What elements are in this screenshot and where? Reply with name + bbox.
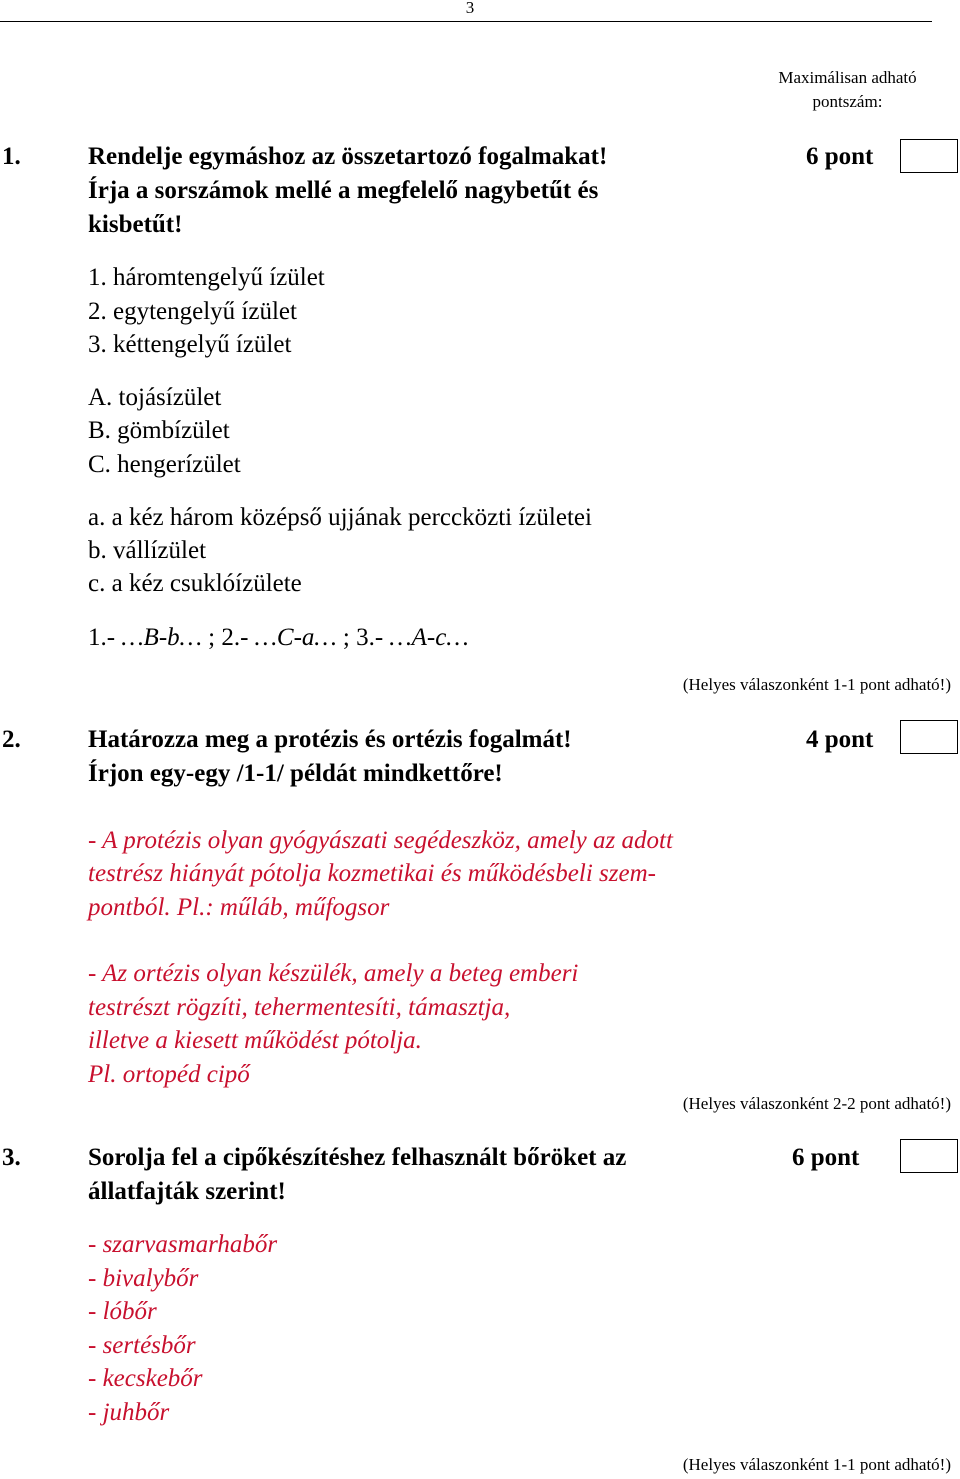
q1-points: 6 pont xyxy=(806,143,874,170)
page-number: 3 xyxy=(465,0,475,17)
q2-line-1: Határozza meg a protézis és ortézis fogalmát! xyxy=(88,726,572,753)
q3-answer-4: - sertésbőr xyxy=(88,1332,196,1359)
q2-answer-line-2: testrész hiányát pótolja kozmetikai és működésbeli szem- xyxy=(88,860,656,887)
q2-answer-line-5: testrészt rögzíti, tehermentesíti, támasztja, xyxy=(88,994,511,1021)
q2-score-box[interactable] xyxy=(900,720,958,754)
max-points-line1: Maximálisan adható xyxy=(778,68,917,87)
q2-answer-line-4: - Az ortézis olyan készülék, amely a beteg emberi xyxy=(88,960,579,987)
q3-line-2: állatfajták szerint! xyxy=(88,1178,286,1205)
q3-scoring-note: (Helyes válaszonként 1-1 pont adható!) xyxy=(682,1455,951,1474)
q2-answer-line-7: Pl. ortopéd cipő xyxy=(88,1061,250,1088)
q2-answer-line-6: illetve a kiesett működést pótolja. xyxy=(88,1027,422,1054)
q2-answer-line-1: - A protézis olyan gyógyászati segédeszköz, amely az adott xyxy=(88,827,673,854)
q3-answer-3: - lóbőr xyxy=(88,1298,157,1325)
q1-answer xyxy=(88,621,469,655)
q1-capital-a: A. tojásízület xyxy=(88,384,222,411)
q1-lower-a: a. a kéz három középső ujjának perccközti ízületei xyxy=(88,504,592,531)
q1-lower-b: b. vállízület xyxy=(88,537,207,564)
q3-answer-2: - bivalybőr xyxy=(88,1265,199,1292)
q1-answer-prefix-2: ; 2.- xyxy=(201,624,255,651)
q3-number: 3. xyxy=(2,1144,21,1171)
q1-numbered-3: 3. kéttengelyű ízület xyxy=(88,331,292,358)
q1-line-3: kisbetűt! xyxy=(88,211,183,238)
header-rule xyxy=(0,21,932,22)
q1-line-2: Írja a sorszámok mellé a megfelelő nagybetűt és xyxy=(88,177,599,204)
q3-answer-6: - juhbőr xyxy=(88,1399,170,1426)
q1-line-1: Rendelje egymáshoz az összetartozó fogalmakat! xyxy=(88,143,608,170)
q3-line-1: Sorolja fel a cipőkészítéshez felhasznált bőröket az xyxy=(88,1144,627,1171)
q1-capital-b: B. gömbízület xyxy=(88,417,230,444)
q1-numbered-1: 1. háromtengelyű ízület xyxy=(88,264,325,291)
max-points-header xyxy=(760,66,935,114)
q1-answer-3: …A-c… xyxy=(389,624,469,651)
q2-line-2: Írjon egy-egy /1-1/ példát mindkettőre! xyxy=(88,760,503,787)
q3-points: 6 pont xyxy=(792,1144,860,1171)
max-points-line2: pontszám: xyxy=(812,92,883,111)
q1-answer-2: …C-a… xyxy=(254,624,337,651)
q2-scoring-note: (Helyes válaszonként 2-2 pont adható!) xyxy=(682,1094,951,1113)
q1-scoring-note: (Helyes válaszonként 1-1 pont adható!) xyxy=(682,675,951,694)
q2-answer-line-3: pontból. Pl.: műláb, műfogsor xyxy=(88,894,390,921)
q1-lower-c: c. a kéz csuklóízülete xyxy=(88,570,302,597)
q1-capital-c: C. hengerízület xyxy=(88,451,241,478)
q3-answer-5: - kecskebőr xyxy=(88,1365,203,1392)
q1-score-box[interactable] xyxy=(900,139,958,173)
q1-answer-1: …B-b… xyxy=(121,624,202,651)
q1-answer-prefix-1: 1.- xyxy=(88,624,122,651)
q2-number: 2. xyxy=(2,726,21,753)
q3-answer-1: - szarvasmarhabőr xyxy=(88,1231,278,1258)
q3-score-box[interactable] xyxy=(900,1139,958,1173)
q1-number: 1. xyxy=(2,143,21,170)
q2-points: 4 pont xyxy=(806,726,874,753)
q1-numbered-2: 2. egytengelyű ízület xyxy=(88,298,297,325)
q1-answer-prefix-3: ; 3.- xyxy=(336,624,390,651)
